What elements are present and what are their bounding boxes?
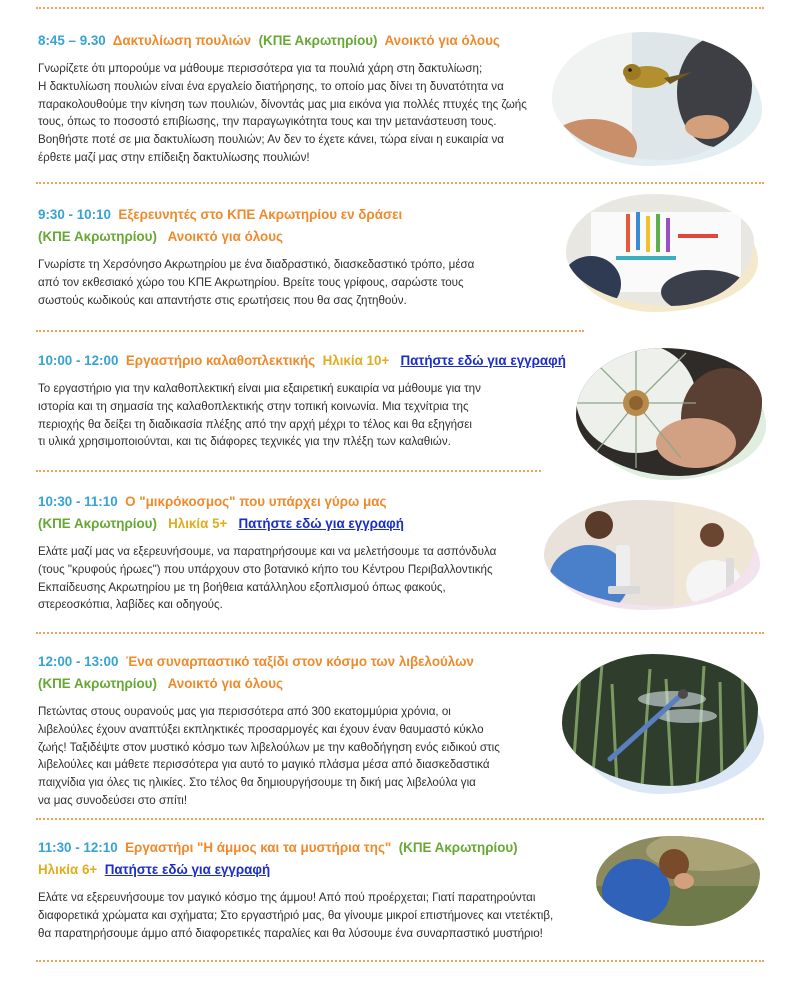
description-line: Ελάτε μαζί μας να εξερευνήσουμε, να παρατηρήσουμε και να μελετήσουμε τα ασπόνδυλα <box>38 545 497 558</box>
event-subheader <box>38 513 496 535</box>
event-dragonflies <box>38 651 500 810</box>
bird-ringing-photo <box>552 32 752 160</box>
divider <box>36 470 541 472</box>
event-audience: Ανοικτό για όλους <box>167 229 283 244</box>
description-line: ζωής! Ταξιδέψτε στον μυστικό κόσμο των λιβελούλων με την καθοδήγηση ενός ειδικού στις <box>38 740 500 754</box>
description-line: ιστορία και τη σημασία της καλαθοπλεκτικής στην τοπική κοινωνία. Μια τεχνίτρια της <box>38 399 469 413</box>
event-time: 12:00 - 13:00 <box>38 654 119 669</box>
description-line: Η δακτυλίωση πουλιών είναι ένα εργαλείο διατήρησης, το οποίο μας δίνει τη δυνατότητα να <box>38 79 504 93</box>
event-header <box>38 837 553 859</box>
event-header <box>38 30 527 52</box>
description-line: λιβελούλες και μάθετε περισσότερα για αυτό το μαγικό πλάσμα μέσα από διασκεδαστικά <box>38 758 490 772</box>
event-title: Δακτυλίωση πουλιών <box>112 33 252 48</box>
event-time: 8:45 – 9.30 <box>38 33 106 48</box>
description-line: σωστούς κωδικούς και απαντήστε στις ερωτήσεις που θα σας ζητηθούν. <box>38 293 407 307</box>
event-basket-weaving <box>38 350 566 451</box>
dragonfly-photo <box>562 654 758 786</box>
event-microcosmos <box>38 491 496 614</box>
basket-weaving-photo <box>576 348 762 476</box>
event-header <box>38 350 566 372</box>
register-link[interactable]: Πατήστε εδώ για εγγραφή <box>400 353 566 368</box>
description-line: παρακολουθούμε την κίνηση των πουλιών, δίνοντάς μας μια εικόνα για πολλές πτυχές της ζωής <box>38 97 527 111</box>
event-location: (ΚΠΕ Ακρωτηρίου) <box>38 676 157 691</box>
event-time: 10:30 - 11:10 <box>38 494 118 509</box>
description-line: Ελάτε να εξερευνήσουμε τον μαγικό κόσμο της άμμου! Από πού προέρχεται; Γιατί παρατηρούνται <box>38 891 536 904</box>
divider <box>36 182 764 184</box>
description-line: Γνωρίζετε ότι μπορούμε να μάθουμε περισσότερα για τα πουλιά χάρη στη δακτυλίωση; <box>38 62 483 75</box>
description-line: παιχνίδια για όλες τις ηλικίες. Στο τέλος θα δημιουργήσουμε τη δική μας λιβελούλα για <box>38 776 476 790</box>
event-time: 10:00 - 12:00 <box>38 353 119 368</box>
event-audience: Ανοικτό για όλους <box>384 33 500 48</box>
event-title: Εξερευνητές στο ΚΠΕ Ακρωτηρίου εν δράσει <box>118 207 403 222</box>
event-header <box>38 204 474 226</box>
description-line: Το εργαστήριο για την καλαθοπλεκτική είναι μια εξαιρετική ευκαιρία να μάθουμε για την <box>38 382 481 395</box>
event-description <box>38 889 553 942</box>
explorers-photo <box>566 194 754 306</box>
event-description <box>38 380 566 451</box>
event-sand <box>38 837 553 942</box>
event-age: Ηλικία 6+ <box>38 862 98 877</box>
description-line: λιβελούλες έχουν αναπτύξει εκπληκτικές προσαρμογές και έχουν έναν θαυμαστό κύκλο <box>38 722 484 736</box>
event-bird-ringing <box>38 30 527 167</box>
event-description <box>38 60 527 167</box>
description-line: Βοηθήστε ποτέ σε μια δακτυλίωση πουλιών; Αν δεν το έχετε κάνει, τώρα είναι η ευκαιρία να <box>38 133 504 147</box>
description-line: τι υλικά χρησιμοποιούνται, και τις διάφορες τεχνικές για την πλέξη των καλαθιών. <box>38 435 451 449</box>
description-line: να μας συνοδεύσει στο σπίτι! <box>38 793 188 807</box>
divider <box>36 818 764 820</box>
description-line: από τον εκθεσιακό χώρο του ΚΠΕ Ακρωτηρίου. Βρείτε τους γρίφους, σαρώστε τους <box>38 275 464 289</box>
description-line: θα παρατηρήσουμε άμμο από διαφορετικές παραλίες και θα λύσουμε ένα συναρπαστικό μυστήριο! <box>38 926 543 940</box>
event-age: Ηλικία 5+ <box>168 516 228 531</box>
divider <box>36 632 764 634</box>
register-link[interactable]: Πατήστε εδώ για εγγραφή <box>104 862 271 877</box>
event-title: Εργαστήρι "Η άμμος και τα μυστήρια της" <box>125 840 392 855</box>
event-header <box>38 651 500 673</box>
event-audience: Ανοικτό για όλους <box>167 676 283 691</box>
event-age: Ηλικία 10+ <box>322 353 390 368</box>
description-line: Πετώντας στους ουρανούς μας για περισσότερα από 300 εκατομμύρια χρόνια, οι <box>38 705 451 718</box>
microscope-photo <box>544 500 754 606</box>
event-description <box>38 543 496 614</box>
event-location: (ΚΠΕ Ακρωτηρίου) <box>258 33 378 48</box>
sand-photo <box>596 836 760 926</box>
event-title: Ο "μικρόκοσμος" που υπάρχει γύρω μας <box>125 494 387 509</box>
event-time: 9:30 - 10:10 <box>38 207 111 222</box>
description-line: στερεοσκόπια, λαβίδες και οδηγούς. <box>38 598 223 612</box>
divider <box>36 330 584 332</box>
register-link[interactable]: Πατήστε εδώ για εγγραφή <box>238 516 404 531</box>
event-description <box>38 703 500 810</box>
event-location: (ΚΠΕ Ακρωτηρίου) <box>398 840 518 855</box>
event-subheader <box>38 859 553 881</box>
description-line: (τους "κρυφούς ήρωες") που υπάρχουν στο βοτανικό κήπο του Κέντρου Περιβαλλοντικής <box>38 562 493 576</box>
description-line: διαφορετικά χρώματα και σχήματα; Στο εργαστήριό μας, θα γίνουμε μικροί επιστήμονες και ντετέκτιβ, <box>38 908 554 922</box>
description-line: Γνωρίστε τη Χερσόνησο Ακρωτηρίου με ένα διαδραστικό, διασκεδαστικό τρόπο, μέσα <box>38 258 475 271</box>
event-description <box>38 256 474 309</box>
description-line: τους, όπως το ποσοστό επιβίωσης, την παραγωγικότητα τους και την μετανάστευση τους. <box>38 115 497 129</box>
divider <box>36 960 764 962</box>
event-subheader <box>38 673 500 695</box>
event-location: (ΚΠΕ Ακρωτηρίου) <box>38 516 157 531</box>
description-line: περιοχής θα δείξει τη διαδικασία πλέξης από την αρχή μέχρι το τέλος και θα εξηγήσει <box>38 417 472 431</box>
description-line: έρθετε μαζί μας στην επίδειξη δακτυλίωσης πουλιών! <box>38 150 310 164</box>
event-header <box>38 491 496 513</box>
divider <box>36 7 764 9</box>
event-time: 11:30 - 12:10 <box>38 840 118 855</box>
event-title: Ένα συναρπαστικό ταξίδι στον κόσμο των λιβελούλων <box>125 654 474 669</box>
event-explorers <box>38 204 474 309</box>
event-title: Εργαστήριο καλαθοπλεκτικής <box>125 353 316 368</box>
event-location: (ΚΠΕ Ακρωτηρίου) <box>38 229 157 244</box>
description-line: Εκπαίδευσης Ακρωτηρίου με τη βοήθεια κατάλληλου εξοπλισμού όπως φακούς, <box>38 580 446 594</box>
event-subheader <box>38 226 474 248</box>
